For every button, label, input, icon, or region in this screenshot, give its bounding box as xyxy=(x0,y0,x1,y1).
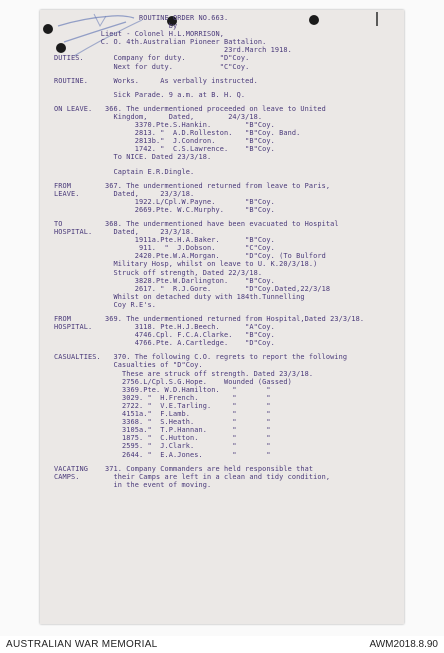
document-line: C. O. 4th.Australian Pioneer Battalion. xyxy=(54,38,267,47)
archive-footer xyxy=(0,636,444,653)
document-line: Coy R.E's. xyxy=(54,300,156,309)
document-line: Military Hosp, whilst on leave to U. K.20/3/18.) xyxy=(54,260,318,269)
document-line: 3370.Pte.S.Hankin. "B"Coy. xyxy=(54,121,275,130)
document-line: 2813. " A.D.Rolleston. "B"Coy. Band. xyxy=(54,129,301,138)
document-line: CASUALTIES. 370. The following C.O. regrets to report the following xyxy=(54,353,348,362)
routine-order-text xyxy=(54,14,400,489)
document-line: in the event of moving. xyxy=(54,480,212,489)
document-line: 3029. " H.French. " " xyxy=(54,393,271,402)
document-line: VACATING 371. Company Commanders are held responsible that xyxy=(54,464,314,473)
document-line: 3105a." T.P.Hannan. " " xyxy=(54,426,271,435)
document-line: Captain E.R.Dingle. xyxy=(54,167,195,176)
document-line: FROM 367. The undermentioned returned from leave to Paris, xyxy=(54,181,331,190)
document-line: ON LEAVE. 366. The undermentioned proceeded on leave to United xyxy=(54,104,326,113)
document-line: 1742. " C.S.Lawrence. "B"Coy. xyxy=(54,145,275,154)
document-line: 23rd.March 1918. xyxy=(54,46,292,55)
document-line: Whilst on detached duty with 184th.Tunnelling xyxy=(54,292,305,301)
document-line: 4746.Cpl. F.C.A.Clarke. "B"Coy. xyxy=(54,331,275,340)
document-line: 3828.Pte.W.Darlington. "B"Coy. xyxy=(54,276,275,285)
document-line: DUTIES. Company for duty. "D"Coy. xyxy=(54,54,250,63)
document-line: FROM 369. The undermentioned returned from Hospital,Dated 23/3/18. xyxy=(54,315,365,323)
document-line: 4151a." F.Lamb. " " xyxy=(54,410,271,419)
document-line: HOSPITAL. Dated, 23/3/18. xyxy=(54,228,195,237)
document-line: 3369.Pte. W.D.Hamilton. " " xyxy=(54,385,271,394)
document-line: Lieut - Colonel H.L.MORRISON, xyxy=(54,30,224,39)
punch-hole xyxy=(43,24,53,34)
document-line: Kingdom, Dated, 24/3/18. xyxy=(54,112,263,121)
document-line: 4766.Pte. A.Cartledge. "D"Coy. xyxy=(54,339,275,348)
document-line: ROUTINE. Works. As verbally instructed. xyxy=(54,76,258,85)
document-line: 1875. " C.Hutton. " " xyxy=(54,434,271,443)
document-line: 2722. " V.E.Tarling. " " xyxy=(54,401,271,410)
document-line: HOSPITAL. 3118. Pte.H.J.Beech. "A"Coy. xyxy=(54,323,275,332)
document-line: 911. " J.Dobson. "C"Coy. xyxy=(54,244,275,253)
document-line: 2756.L/Cpl.S.G.Hope. Wounded (Gassed) xyxy=(54,377,292,386)
document-line: LEAVE. Dated, 23/3/18. xyxy=(54,189,195,198)
document-line: Sick Parade. 9 a.m. at B. H. Q. xyxy=(54,90,246,99)
document-line: Next for duty. "C"Coy. xyxy=(54,62,250,71)
document-line: 2644. " E.A.Jones. " " xyxy=(54,450,271,459)
document-line: ROUTINE ORDER NO.663. xyxy=(54,14,229,22)
document-line: CAMPS. their Camps are left in a clean and tidy condition, xyxy=(54,472,331,481)
document-line: 2617. " R.J.Gore. "D"Coy.Dated,22/3/18 xyxy=(54,284,331,293)
document-line: 1922.L/Cpl.W.Payne. "B"Coy. xyxy=(54,197,275,206)
document-line: by xyxy=(54,22,178,31)
document-line: 2813b." J.Condron. "B"Coy. xyxy=(54,137,275,146)
document-line: TO 368. The undermentioned have been evacuated to Hospital xyxy=(54,219,339,228)
document-line: Casualties of "D"Coy. xyxy=(54,361,203,370)
document-line: 2669.Pte. W.C.Murphy. "B"Coy. xyxy=(54,205,275,214)
document-line: 2420.Pte.W.A.Morgan. "D"Coy. (To Bulford xyxy=(54,252,326,261)
archive-reference-number: AWM2018.8.90 xyxy=(369,639,438,650)
document-line: These are struck off strength. Dated 23/3/18. xyxy=(54,369,314,378)
document-line: 3368. " S.Heath. " " xyxy=(54,418,271,427)
document-line: 1911a.Pte.H.A.Baker. "B"Coy. xyxy=(54,236,275,245)
document-line: To NICE. Dated 23/3/18. xyxy=(54,153,212,162)
archive-credit: AUSTRALIAN WAR MEMORIAL xyxy=(6,639,158,650)
document-line: 2595. " J.Clark. " " xyxy=(54,442,271,451)
document-line: Struck off strength, Dated 22/3/18. xyxy=(54,268,263,277)
